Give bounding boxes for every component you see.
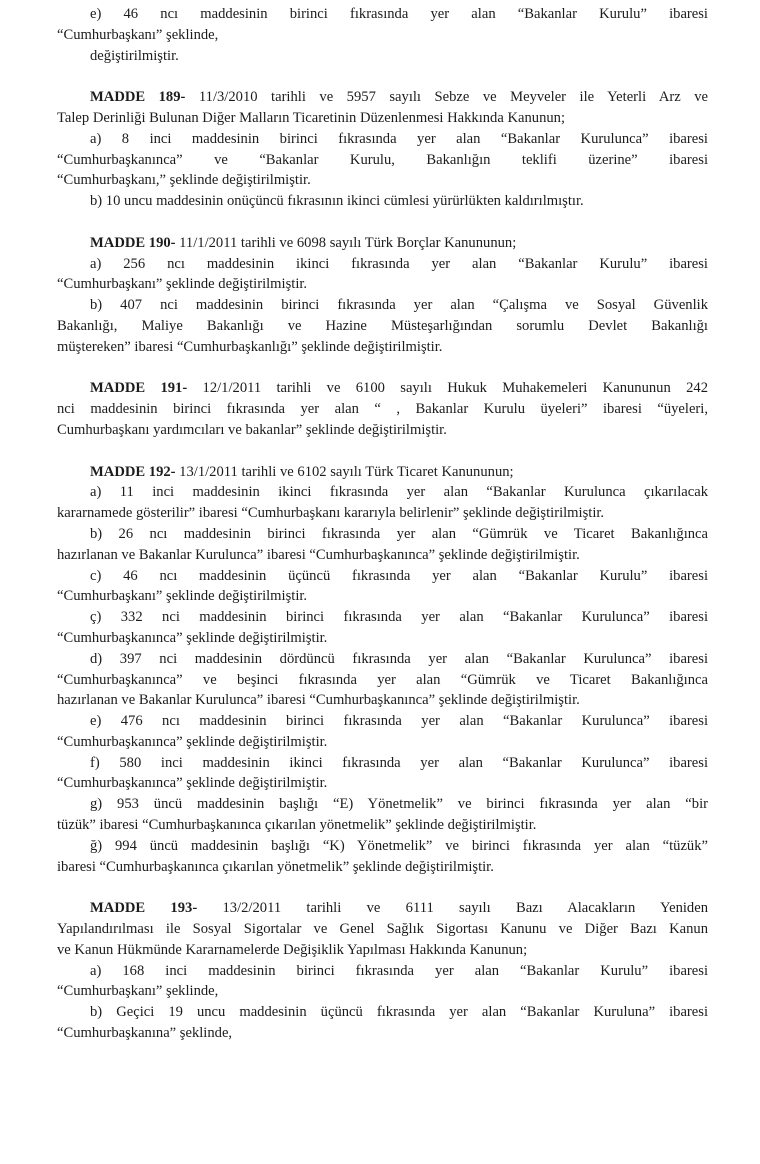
text-line bbox=[57, 129, 708, 150]
line-text: “Cumhurbaşkanı” şeklinde değiştirilmiştir. bbox=[57, 276, 308, 293]
text-line bbox=[57, 649, 708, 670]
text-line bbox=[57, 233, 708, 254]
line-text: 11/1/2011 tarihli ve 6098 sayılı Türk Borçlar Kanununun; bbox=[175, 234, 517, 251]
line-text: müştereken” ibaresi “Cumhurbaşkanlığı” şeklinde değiştirilmiştir. bbox=[57, 338, 443, 355]
paragraph-gap bbox=[57, 441, 708, 462]
article-block bbox=[57, 462, 708, 878]
text-line bbox=[57, 711, 708, 732]
line-text: 12/1/2011 tarihli ve 6100 sayılı Hukuk Muhakemeleri Kanununun 242 bbox=[187, 380, 708, 397]
line-text: “Cumhurbaşkanı” şeklinde, bbox=[57, 26, 219, 43]
line-text: ibaresi “Cumhurbaşkanınca çıkarılan yönetmelik” şeklinde değiştirilmiştir. bbox=[57, 858, 494, 875]
text-line bbox=[57, 1023, 708, 1044]
paragraph-gap bbox=[57, 212, 708, 233]
continuation-block bbox=[57, 4, 708, 66]
article-block bbox=[57, 378, 708, 440]
article-number: MADDE 189- bbox=[90, 89, 186, 106]
text-line bbox=[57, 524, 708, 545]
text-line bbox=[57, 773, 708, 794]
line-text: e) 46 ncı maddesinin birinci fıkrasında yer alan “Bakanlar Kurulu” ibaresi bbox=[90, 6, 708, 22]
line-text: “Cumhurbaşkanı” şeklinde değiştirilmiştir. bbox=[57, 588, 308, 605]
text-line bbox=[57, 566, 708, 587]
text-line bbox=[57, 25, 708, 46]
text-line bbox=[57, 295, 708, 316]
article-number: MADDE 192- bbox=[90, 463, 176, 480]
text-line bbox=[57, 482, 708, 503]
line-text: Yapılandırılması ile Sosyal Sigortalar ve Genel Sağlık Sigortası Kanunu ve Diğer Bazı Kanun bbox=[57, 921, 708, 938]
text-line bbox=[57, 4, 708, 25]
line-text: “Cumhurbaşkanı” şeklinde, bbox=[57, 983, 219, 1000]
paragraph-gap bbox=[57, 66, 708, 87]
line-text: “Cumhurbaşkanınca” şeklinde değiştirilmiştir. bbox=[57, 733, 328, 750]
line-text: “Cumhurbaşkanınca” şeklinde değiştirilmiştir. bbox=[57, 775, 328, 792]
line-text: değiştirilmiştir. bbox=[90, 47, 179, 64]
article-block bbox=[57, 898, 708, 1044]
line-text: ve Kanun Hükmünde Kararnamelerde Değişiklik Yapılması Hakkında Kanunun; bbox=[57, 941, 528, 958]
text-line bbox=[57, 815, 708, 836]
text-line bbox=[57, 961, 708, 982]
text-line bbox=[57, 794, 708, 815]
line-text: “Cumhurbaşkanınca” ve “Bakanlar Kurulu, Bakanlığın teklifi üzerine” ibaresi bbox=[57, 151, 708, 168]
line-text: 11/3/2010 tarihli ve 5957 sayılı Sebze ve Meyveler ile Yeterli Arz ve bbox=[185, 89, 708, 106]
text-line bbox=[57, 836, 708, 857]
line-text: f) 580 inci maddesinin ikinci fıkrasında yer alan “Bakanlar Kurulunca” ibaresi bbox=[90, 754, 708, 771]
line-text: hazırlanan ve Bakanlar Kurulunca” ibaresi “Cumhurbaşkanınca” şeklinde değiştirilmiştir. bbox=[57, 546, 580, 563]
article-number: MADDE 191- bbox=[90, 380, 188, 397]
line-text: d) 397 nci maddesinin dördüncü fıkrasında yer alan “Bakanlar Kurulunca” ibaresi bbox=[90, 650, 708, 667]
line-text: a) 11 inci maddesinin ikinci fıkrasında yer alan “Bakanlar Kurulunca çıkarılacak bbox=[90, 484, 708, 501]
text-line bbox=[57, 87, 708, 108]
line-text: kararnamede gösterilir” ibaresi “Cumhurbaşkanı kararıyla belirlenir” şeklinde değiştirilmiştir. bbox=[57, 505, 605, 522]
paragraph-gap bbox=[57, 358, 708, 379]
text-line bbox=[57, 545, 708, 566]
text-line bbox=[57, 690, 708, 711]
line-text: ç) 332 nci maddesinin birinci fıkrasında yer alan “Bakanlar Kurulunca” ibaresi bbox=[90, 609, 708, 626]
text-line bbox=[57, 670, 708, 691]
text-line bbox=[57, 378, 708, 399]
line-text: b) 407 nci maddesinin birinci fıkrasında yer alan “Çalışma ve Sosyal Güvenlik bbox=[90, 297, 708, 314]
text-line bbox=[57, 919, 708, 940]
article-number: MADDE 193- bbox=[90, 900, 198, 917]
line-text: a) 168 inci maddesinin birinci fıkrasında yer alan “Bakanlar Kurulu” ibaresi bbox=[90, 962, 708, 979]
text-line bbox=[57, 898, 708, 919]
line-text: “Cumhurbaşkanı,” şeklinde değiştirilmiştir. bbox=[57, 172, 311, 189]
line-text: b) 26 ncı maddesinin birinci fıkrasında yer alan “Gümrük ve Ticaret Bakanlığınca bbox=[90, 525, 708, 542]
line-text: 13/2/2011 tarihli ve 6111 sayılı Bazı Alacakların Yeniden bbox=[197, 900, 708, 917]
line-text: tüzük” ibaresi “Cumhurbaşkanınca çıkarılan yönetmelik” şeklinde değiştirilmiştir. bbox=[57, 817, 537, 834]
text-line bbox=[57, 399, 708, 420]
line-text: nci maddesinin birinci fıkrasında yer alan “ , Bakanlar Kurulu üyeleri” ibaresi “üyeleri, bbox=[57, 401, 708, 418]
line-text: Talep Derinliği Bulunan Diğer Malların Ticaretinin Düzenlenmesi Hakkında Kanunun; bbox=[57, 109, 566, 126]
line-text: c) 46 ncı maddesinin üçüncü fıkrasında yer alan “Bakanlar Kurulu” ibaresi bbox=[90, 567, 708, 584]
line-text: ğ) 994 üncü maddesinin başlığı “K) Yönetmelik” ve birinci fıkrasında yer alan “tüzük” bbox=[90, 837, 708, 854]
text-line bbox=[57, 732, 708, 753]
line-text: g) 953 üncü maddesinin başlığı “E) Yönetmelik” ve birinci fıkrasında yer alan “bir bbox=[90, 796, 708, 813]
text-line bbox=[57, 462, 708, 483]
text-line bbox=[57, 337, 708, 358]
text-line bbox=[57, 1002, 708, 1023]
line-text: Bakanlığı, Maliye Bakanlığı ve Hazine Müsteşarlığından sorumlu Devlet Bakanlığı bbox=[57, 317, 708, 334]
text-line bbox=[57, 628, 708, 649]
line-text: “Cumhurbaşkanına” şeklinde, bbox=[57, 1025, 233, 1042]
text-line bbox=[57, 108, 708, 129]
text-line bbox=[57, 586, 708, 607]
text-line bbox=[57, 150, 708, 171]
line-text: “Cumhurbaşkanınca” şeklinde değiştirilmiştir. bbox=[57, 629, 328, 646]
line-text: b) Geçici 19 uncu maddesinin üçüncü fıkrasında yer alan “Bakanlar Kuruluna” ibaresi bbox=[90, 1004, 708, 1021]
text-line bbox=[57, 274, 708, 295]
line-text: 13/1/2011 tarihli ve 6102 sayılı Türk Ticaret Kanununun; bbox=[175, 463, 514, 480]
text-line bbox=[57, 503, 708, 524]
paragraph-gap bbox=[57, 877, 708, 898]
text-line bbox=[57, 607, 708, 628]
line-text: e) 476 ncı maddesinin birinci fıkrasında yer alan “Bakanlar Kurulunca” ibaresi bbox=[90, 713, 708, 730]
text-line bbox=[57, 981, 708, 1002]
article-number: MADDE 190- bbox=[90, 234, 176, 251]
text-line bbox=[57, 940, 708, 961]
text-line bbox=[57, 857, 708, 878]
line-text: a) 256 ncı maddesinin ikinci fıkrasında yer alan “Bakanlar Kurulu” ibaresi bbox=[90, 255, 708, 272]
text-line bbox=[57, 753, 708, 774]
text-line bbox=[57, 254, 708, 275]
line-text: a) 8 inci maddesinin birinci fıkrasında yer alan “Bakanlar Kurulunca” ibaresi bbox=[90, 130, 708, 147]
text-line bbox=[57, 170, 708, 191]
text-line bbox=[57, 316, 708, 337]
line-text: Cumhurbaşkanı yardımcıları ve bakanlar” şeklinde değiştirilmiştir. bbox=[57, 421, 447, 438]
text-line bbox=[57, 420, 708, 441]
line-text: “Cumhurbaşkanınca” ve beşinci fıkrasında yer alan “Gümrük ve Ticaret Bakanlığınca bbox=[57, 671, 708, 688]
text-line bbox=[57, 46, 708, 67]
article-block bbox=[57, 87, 708, 212]
text-line bbox=[57, 191, 708, 212]
line-text: hazırlanan ve Bakanlar Kurulunca” ibaresi “Cumhurbaşkanınca” şeklinde değiştirilmiştir. bbox=[57, 692, 580, 709]
article-block bbox=[57, 233, 708, 358]
line-text: b) 10 uncu maddesinin onüçüncü fıkrasının ikinci cümlesi yürürlükten kaldırılmıştır. bbox=[90, 193, 584, 210]
